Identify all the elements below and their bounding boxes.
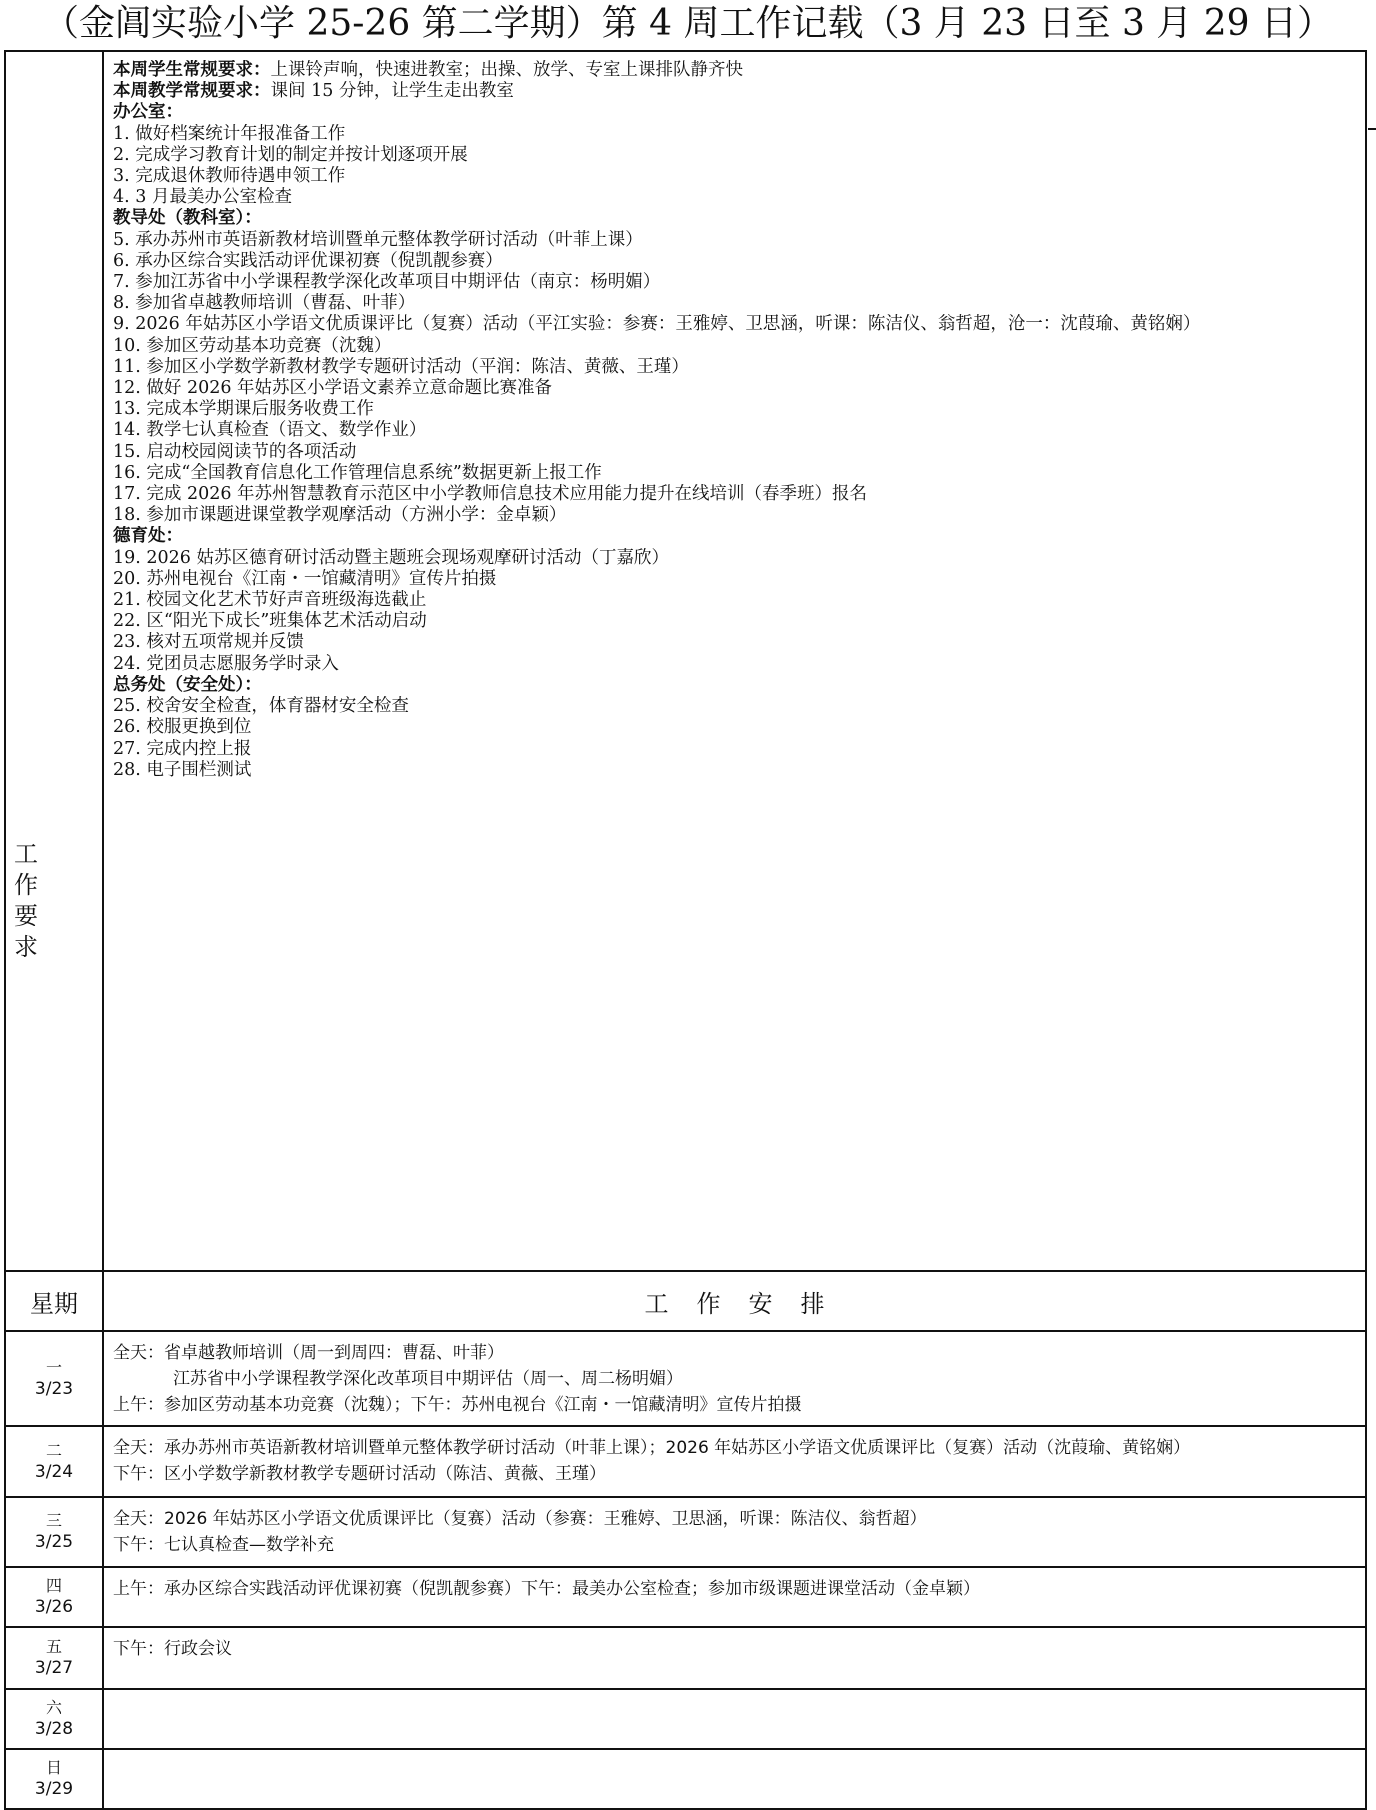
- requirement-line: [113, 187, 1365, 208]
- requirement-text: 1. 做好档案统计年报准备工作: [113, 123, 346, 144]
- weekday-label: 四: [45, 1576, 62, 1595]
- requirement-text: 上课铃声响，快速进教室；出操、放学、专室上课排队静齐快: [270, 60, 743, 80]
- requirement-line: [113, 81, 1365, 102]
- requirement-text: 5. 承办苏州市英语新教材培训暨单元整体教学研讨活动（叶菲上课）: [113, 229, 643, 250]
- requirements-label: 工作要求: [14, 840, 38, 961]
- requirement-line: [113, 272, 1365, 293]
- date-label: 3/28: [34, 1719, 74, 1739]
- requirement-line: [113, 590, 1365, 611]
- requirement-text: 13. 完成本学期课后服务收费工作: [113, 399, 374, 420]
- schedule-row: [5, 1627, 1366, 1689]
- day-cell: [5, 1627, 103, 1689]
- requirement-line: [113, 654, 1365, 675]
- weekday-label: 五: [45, 1637, 62, 1656]
- requirements-row: [5, 51, 1366, 1271]
- requirement-text: 16. 完成“全国教育信息化工作管理信息系统”数据更新上报工作: [113, 462, 602, 483]
- requirement-line: [113, 420, 1365, 441]
- date-label: 3/25: [34, 1532, 74, 1552]
- schedule-content: [103, 1689, 1366, 1749]
- requirement-line: [113, 293, 1365, 314]
- requirement-line: [113, 124, 1365, 145]
- requirement-line: [113, 717, 1365, 738]
- requirement-line: [113, 208, 1365, 229]
- schedule-content: [103, 1567, 1366, 1627]
- schedule-row: [5, 1426, 1366, 1497]
- weekday-label: 六: [45, 1698, 62, 1717]
- requirements-label-cell: [5, 51, 103, 1271]
- requirement-line: [113, 739, 1365, 760]
- schedule-content: [103, 1627, 1366, 1689]
- date-label: 3/26: [34, 1597, 74, 1617]
- requirement-line: [113, 463, 1365, 484]
- requirement-line: [113, 505, 1365, 526]
- requirement-line: [113, 399, 1365, 420]
- weekday-label: 三: [45, 1511, 62, 1530]
- schedule-line: 全天：省卓越教师培训（周一到周四：曹磊、叶菲）: [113, 1343, 504, 1363]
- date-label: 3/29: [34, 1779, 74, 1799]
- schedule-row: [5, 1749, 1366, 1809]
- requirement-text: 10. 参加区劳动基本功竞赛（沈魏）: [113, 335, 392, 356]
- requirement-line: [113, 526, 1365, 547]
- requirement-line: [113, 548, 1365, 569]
- requirement-text: 21. 校园文化艺术节好声音班级海选截止: [113, 590, 427, 611]
- schedule-row: [5, 1331, 1366, 1426]
- requirement-line: [113, 145, 1365, 166]
- requirement-text: 11. 参加区小学数学新教材教学专题研讨活动（平润：陈洁、黄薇、王瑾）: [113, 356, 689, 377]
- day-cell: [5, 1689, 103, 1749]
- weekday-label: 日: [45, 1758, 62, 1777]
- schedule-content: [103, 1497, 1366, 1567]
- requirement-line: [113, 102, 1365, 123]
- requirement-text: 6. 承办区综合实践活动评优课初赛（倪凯靓参赛）: [113, 250, 503, 271]
- requirement-text: 14. 教学七认真检查（语文、数学作业）: [113, 420, 427, 441]
- requirement-text: 25. 校舍安全检查，体育器材安全检查: [113, 696, 409, 717]
- day-header: 星期: [5, 1271, 103, 1331]
- requirement-line: [113, 357, 1365, 378]
- requirement-text: 28. 电子围栏测试: [113, 759, 252, 780]
- requirement-line: [113, 611, 1365, 632]
- requirement-text: 7. 参加江苏省中小学课程教学深化改革项目中期评估（南京：杨明媚）: [113, 272, 661, 293]
- date-label: 3/23: [34, 1378, 74, 1399]
- day-cell: [5, 1567, 103, 1627]
- table-edge-mark: [1368, 128, 1376, 130]
- requirement-line: [113, 60, 1365, 81]
- work-record-table: [4, 50, 1367, 1810]
- work-header: 工作安排: [103, 1271, 1366, 1331]
- date-label: 3/24: [34, 1461, 74, 1482]
- requirement-text: 2. 完成学习教育计划的制定并按计划逐项开展: [113, 144, 468, 165]
- requirement-text: 27. 完成内控上报: [113, 738, 252, 759]
- day-cell: [5, 1331, 103, 1426]
- schedule-content: [103, 1331, 1366, 1426]
- schedule-line: 上午：承办区综合实践活动评优课初赛（倪凯靓参赛）下午：最美办公室检查；参加市级课题进课堂活动（金卓颖）: [113, 1579, 980, 1599]
- requirements-content: [103, 51, 1366, 1271]
- requirement-text: 课间 15 分钟，让学生走出教室: [270, 81, 514, 102]
- requirement-heading: 德育处：: [113, 526, 183, 547]
- weekday-label: 二: [45, 1440, 62, 1460]
- requirement-heading: 办公室：: [113, 102, 183, 123]
- day-cell: [5, 1497, 103, 1567]
- requirement-text: 26. 校服更换到位: [113, 717, 252, 738]
- requirement-text: 19. 2026 姑苏区德育研讨活动暨主题班会现场观摩研讨活动（丁嘉欣）: [113, 547, 669, 568]
- requirement-text: 24. 党团员志愿服务学时录入: [113, 653, 339, 674]
- schedule-header-row: [5, 1271, 1366, 1331]
- requirement-text: 17. 完成 2026 年苏州智慧教育示范区中小学教师信息技术应用能力提升在线培训（春季班）报名: [113, 484, 868, 505]
- requirement-line: [113, 696, 1365, 717]
- schedule-content: [103, 1426, 1366, 1497]
- schedule-line: 下午：七认真检查—数学补充: [113, 1535, 334, 1555]
- requirement-line: [113, 251, 1365, 272]
- requirement-line: [113, 314, 1365, 335]
- requirement-text: 12. 做好 2026 年姑苏区小学语文素养立意命题比赛准备: [113, 378, 553, 399]
- requirement-text: 4. 3 月最美办公室检查: [113, 187, 292, 208]
- requirement-text: 23. 核对五项常规并反馈: [113, 632, 304, 653]
- requirement-heading: 本周学生常规要求：: [113, 60, 271, 80]
- requirement-line: [113, 230, 1365, 251]
- requirement-text: 3. 完成退休教师待遇申领工作: [113, 166, 346, 187]
- requirement-line: [113, 675, 1365, 696]
- schedule-line: 江苏省中小学课程教学深化改革项目中期评估（周一、周二杨明媚）: [173, 1369, 683, 1389]
- requirement-line: [113, 378, 1365, 399]
- day-cell: [5, 1426, 103, 1497]
- schedule-row: [5, 1689, 1366, 1749]
- schedule-line: 下午：区小学数学新教材教学专题研讨活动（陈洁、黄薇、王瑾）: [113, 1464, 606, 1484]
- requirement-line: [113, 632, 1365, 653]
- schedule-row: [5, 1497, 1366, 1567]
- requirement-heading: 本周教学常规要求：: [113, 81, 271, 102]
- requirement-line: [113, 484, 1365, 505]
- weekday-label: 一: [45, 1357, 62, 1377]
- requirement-text: 15. 启动校园阅读节的各项活动: [113, 441, 357, 462]
- page-title: （金阊实验小学 25-26 第二学期）第 4 周工作记载（3 月 23 日至 3 月 29 日）: [43, 3, 1333, 44]
- requirement-line: [113, 569, 1365, 590]
- requirement-text: 20. 苏州电视台《江南・一馆藏清明》宣传片拍摄: [113, 568, 497, 589]
- day-cell: [5, 1749, 103, 1809]
- date-label: 3/27: [34, 1658, 74, 1678]
- schedule-line: 全天：2026 年姑苏区小学语文优质课评比（复赛）活动（参赛：王雅婷、卫思涵，听课：陈洁仪、翁哲超）: [113, 1509, 927, 1529]
- requirement-text: 18. 参加市课题进课堂教学观摩活动（方洲小学：金卓颖）: [113, 505, 567, 526]
- requirement-text: 8. 参加省卓越教师培训（曹磊、叶菲）: [113, 293, 416, 314]
- schedule-line: 下午：行政会议: [113, 1639, 232, 1659]
- requirement-text: 9. 2026 年姑苏区小学语文优质课评比（复赛）活动（平江实验：参赛：王雅婷、卫思涵，听课：陈洁仪、翁哲超，沧一：沈葭瑜、黄铭娴）: [113, 314, 1201, 335]
- schedule-content: [103, 1749, 1366, 1809]
- schedule-line: 全天：承办苏州市英语新教材培训暨单元整体教学研讨活动（叶菲上课）；2026 年姑苏区小学语文优质课评比（复赛）活动（沈葭瑜、黄铭娴）: [113, 1438, 1191, 1458]
- requirement-line: [113, 760, 1365, 781]
- requirement-line: [113, 336, 1365, 357]
- schedule-row: [5, 1567, 1366, 1627]
- requirement-heading: 总务处（安全处）：: [113, 674, 262, 695]
- requirement-line: [113, 442, 1365, 463]
- requirement-heading: 教导处（教科室）：: [113, 208, 262, 229]
- requirement-line: [113, 166, 1365, 187]
- requirement-text: 22. 区“阳光下成长”班集体艺术活动启动: [113, 611, 427, 632]
- schedule-line: 上午：参加区劳动基本功竞赛（沈魏）；下午：苏州电视台《江南・一馆藏清明》宣传片拍摄: [113, 1395, 802, 1415]
